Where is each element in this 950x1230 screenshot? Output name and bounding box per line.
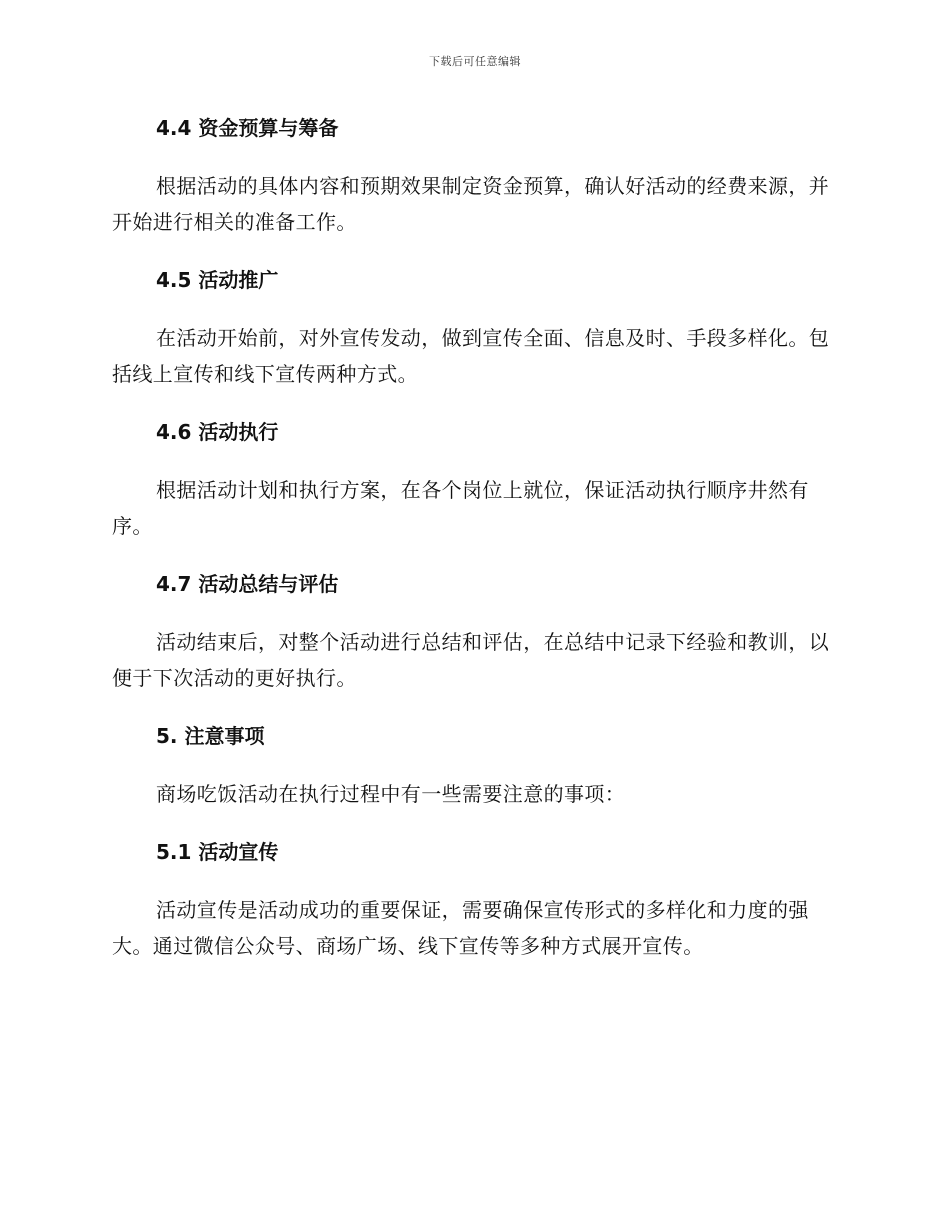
section-paragraph: 商场吃饭活动在执行过程中有一些需要注意的事项： [156,782,626,806]
section-paragraph: 在活动开始前，对外宣传发动，做到宣传全面、信息及时、手段多样化。包括线上宣传和线下宣传两种方式。 [112,326,830,386]
section-4-5 [112,262,832,414]
section-paragraph: 根据活动计划和执行方案，在各个岗位上就位，保证活动执行顺序井然有序。 [112,478,809,538]
section-5-1 [112,834,832,964]
section-heading: 5.1 活动宣传 [156,840,279,864]
section-4-6 [112,414,832,566]
section-paragraph: 活动结束后，对整个活动进行总结和评估，在总结中记录下经验和教训，以便于下次活动的更好执行。 [112,630,830,690]
section-4-7 [112,566,832,718]
section-paragraph: 根据活动的具体内容和预期效果制定资金预算，确认好活动的经费来源，并开始进行相关的准备工作。 [112,174,830,234]
section-heading: 4.7 活动总结与评估 [156,572,339,596]
section-heading: 4.5 活动推广 [156,268,279,292]
section-paragraph: 活动宣传是活动成功的重要保证，需要确保宣传形式的多样化和力度的强大。通过微信公众号、商场广场、线下宣传等多种方式展开宣传。 [112,898,809,958]
page-header: 下载后可任意编辑 [429,55,521,68]
section-4-4 [112,110,832,262]
section-heading: 4.4 资金预算与筹备 [156,116,339,140]
section-heading: 5. 注意事项 [156,724,265,748]
section-heading: 4.6 活动执行 [156,420,279,444]
document-body [112,110,832,964]
section-5 [112,718,832,834]
